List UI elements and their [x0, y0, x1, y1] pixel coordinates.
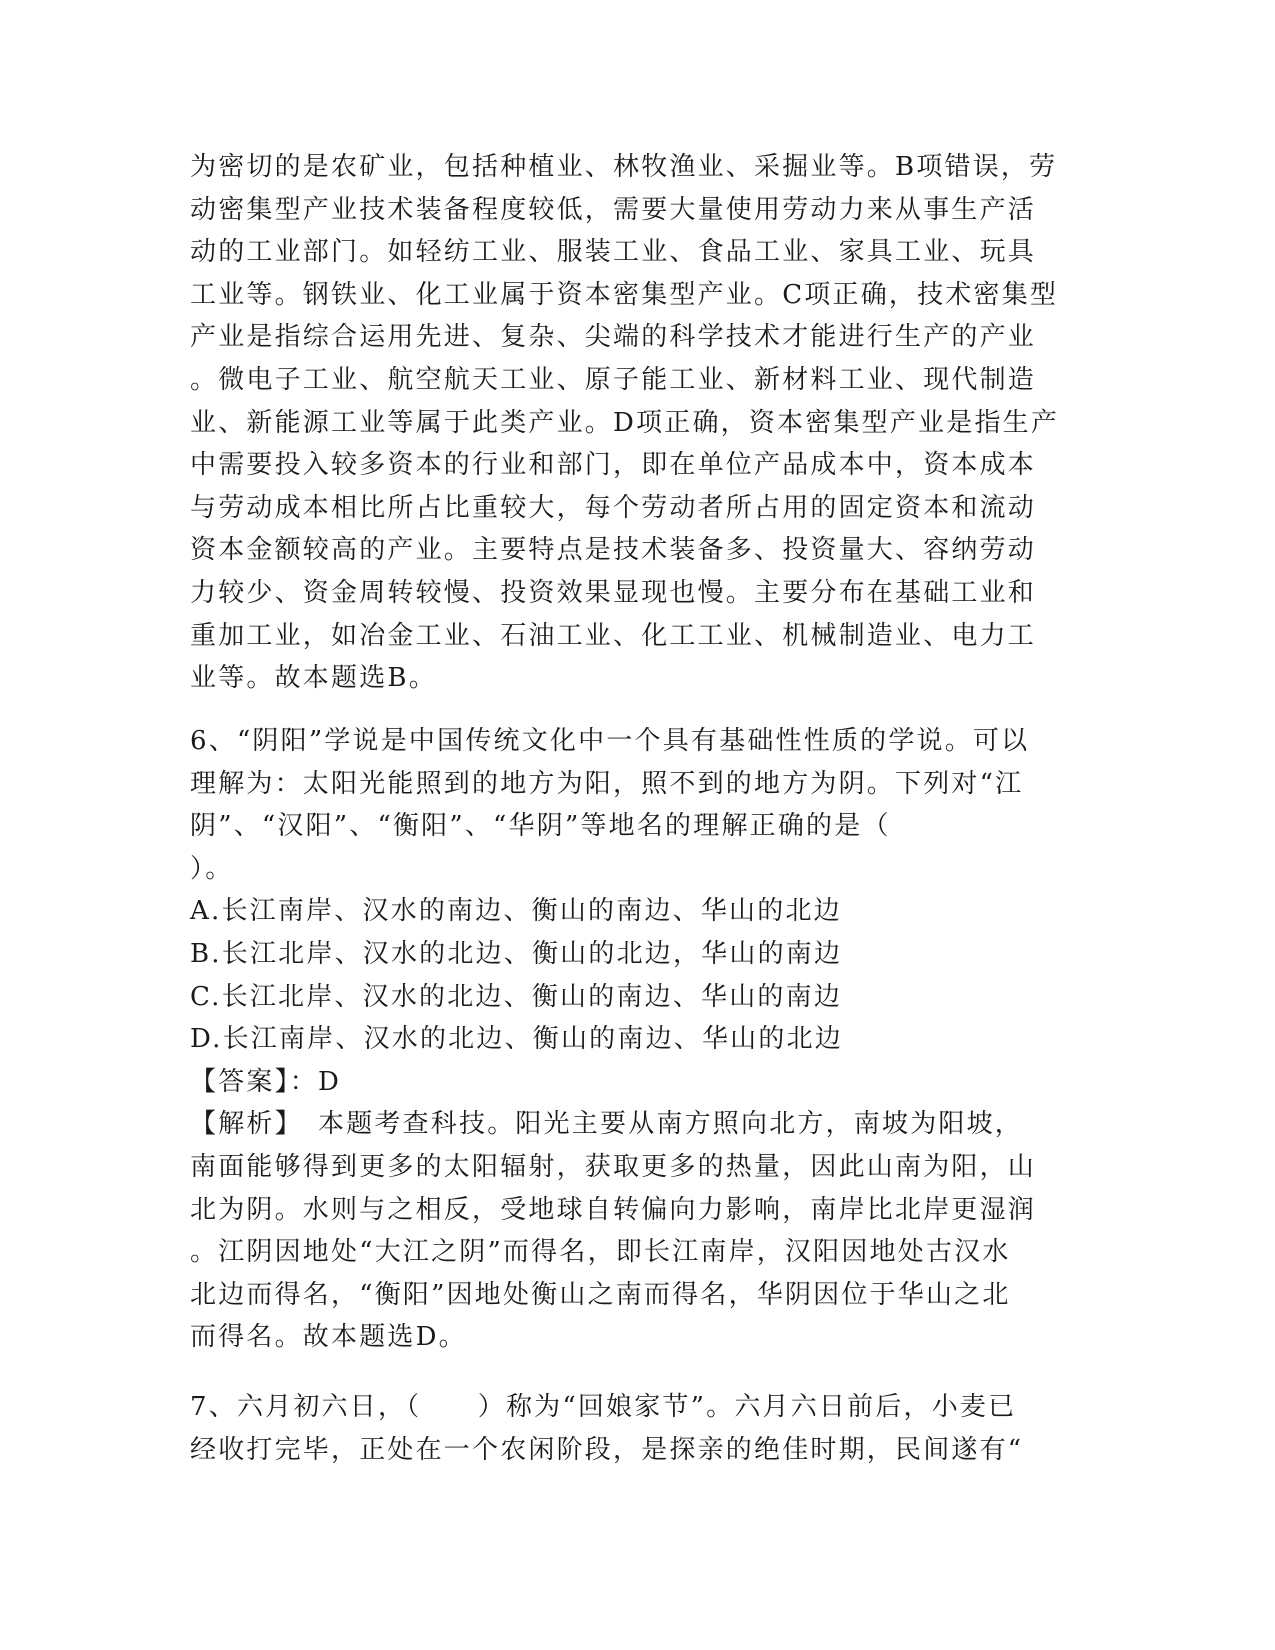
- question-6-stem: [190, 720, 1095, 890]
- text-line: 产业是指综合运用先进、复杂、尖端的科学技术才能进行生产的产业: [190, 322, 1037, 353]
- text-line: 动密集型产业技术装备程度较低，需要大量使用劳动力来从事生产活: [190, 194, 1037, 225]
- question-6: [190, 720, 1095, 1359]
- question-6-options: [190, 890, 1095, 1060]
- text-line: 工业等。钢铁业、化工业属于资本密集型产业。C项正确，技术密集型: [190, 279, 1059, 310]
- option-c: C.长江北岸、汉水的北边、衡山的南边、华山的南边: [190, 981, 843, 1012]
- stem-line: 6、“阴阳”学说是中国传统文化中一个具有基础性性质的学说。可以: [190, 726, 1030, 756]
- answer-line: 【答案】：D: [190, 1066, 342, 1097]
- text-line: 动的工业部门。如轻纺工业、服装工业、食品工业、家具工业、玩具: [190, 237, 1037, 268]
- text-line: 。微电子工业、航空航天工业、原子能工业、新材料工业、现代制造: [190, 364, 1037, 395]
- question-6-explanation: [190, 1103, 1095, 1359]
- question-7: [190, 1386, 1095, 1471]
- option-d: D.长江南岸、汉水的北边、衡山的南边、华山的北边: [190, 1024, 843, 1055]
- text-line: 为密切的是农矿业，包括种植业、林牧渔业、采掘业等。B项错误，劳: [190, 152, 1058, 182]
- text-line: 力较少、资金周转较慢、投资效果显现也慢。主要分布在基础工业和: [190, 577, 1037, 608]
- explanation-line: 南面能够得到更多的太阳辐射，获取更多的热量，因此山南为阳，山: [190, 1151, 1037, 1182]
- stem-line: 理解为：太阳光能照到的地方为阳，照不到的地方为阴。下列对“江: [190, 768, 1024, 799]
- explanation-line: 【解析】 本题考查科技。阳光主要从南方照向北方，南坡为阳坡，: [190, 1109, 1024, 1140]
- stem-line: 阴”、“汉阳”、“衡阳”、“华阴”等地名的理解正确的是（: [190, 811, 891, 842]
- text-line: 资本金额较高的产业。主要特点是技术装备多、投资量大、容纳劳动: [190, 535, 1037, 566]
- explanation-line: 。江阴因地处“大江之阴”而得名，即长江南岸，汉阳因地处古汉水: [190, 1237, 1011, 1268]
- text-line: 业、新能源工业等属于此类产业。D项正确，资本密集型产业是指生产: [190, 407, 1060, 438]
- explanation-line: 北边而得名，“衡阳”因地处衡山之南而得名，华阴因位于华山之北: [190, 1279, 1011, 1310]
- option-a: A.长江南岸、汉水的南边、衡山的南边、华山的北边: [190, 896, 842, 927]
- option-b: B.长江北岸、汉水的北边、衡山的北边，华山的南边: [190, 938, 843, 969]
- text-line: 重加工业，如冶金工业、石油工业、化工工业、机械制造业、电力工: [190, 620, 1037, 651]
- stem-line: 经收打完毕，正处在一个农闲阶段，是探亲的绝佳时期，民间遂有“: [190, 1434, 1024, 1465]
- text-line: 业等。故本题选B。: [190, 663, 437, 694]
- explanation-line: 北为阴。水则与之相反，受地球自转偏向力影响，南岸比北岸更湿润: [190, 1194, 1037, 1225]
- text-line: 中需要投入较多资本的行业和部门，即在单位产品成本中，资本成本: [190, 450, 1037, 481]
- stem-line: 7、六月初六日，（ ）称为“回娘家节”。六月六日前后，小麦已: [190, 1392, 1017, 1422]
- explanation-line: 而得名。故本题选D。: [190, 1322, 467, 1353]
- stem-line: ）。: [190, 853, 234, 884]
- text-line: 与劳动成本相比所占比重较大，每个劳动者所占用的固定资本和流动: [190, 492, 1037, 523]
- question-5-explanation-continued: [190, 146, 1095, 700]
